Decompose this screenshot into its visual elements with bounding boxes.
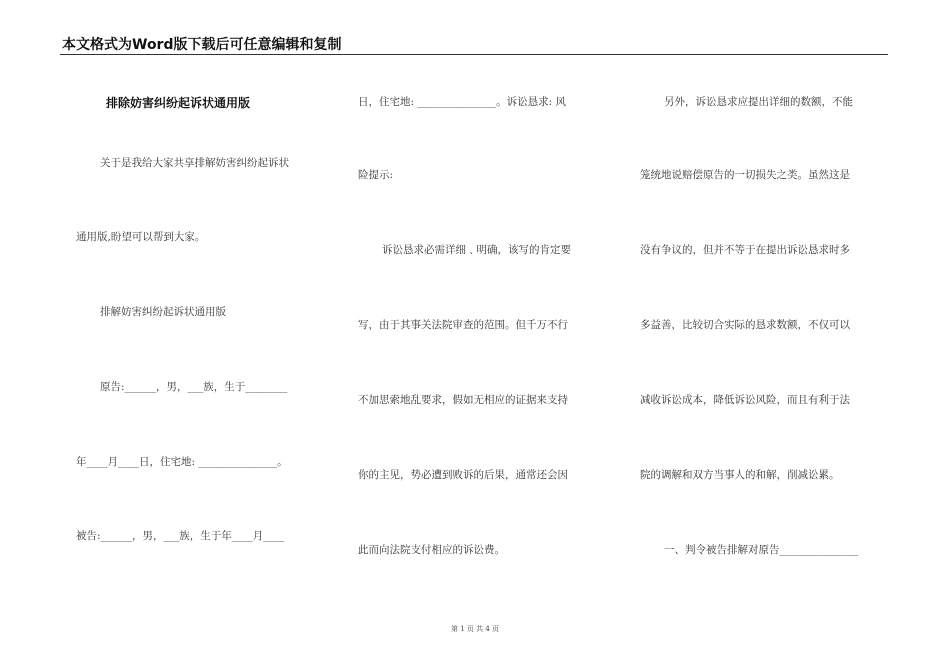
col2-line-1: 日，住宅地: _______________。诉讼恳求: 风	[358, 96, 566, 108]
document-title: 排除妨害纠纷起诉状通用版	[106, 96, 251, 110]
col2-line-5: 不加思索地乱要求，假如无相应的证据来支持	[358, 394, 568, 406]
col1-line-3: 排解妨害纠纷起诉状通用版	[100, 306, 226, 318]
col1-line-2: 通用版,盼望可以帮到大家。	[76, 231, 206, 243]
col3-line-3: 没有争议的，但并不等于在提出诉讼恳求时多	[640, 244, 850, 256]
col2-line-7: 此而向法院支付相应的诉讼费。	[358, 544, 505, 556]
col3-line-7: 一、判令被告排解对原告_______________	[664, 544, 859, 556]
col3-line-2: 笼统地说赔偿原告的一切损失之类。虽然这是	[640, 169, 850, 181]
col3-line-6: 院的调解和双方当事人的和解，削减讼累。	[640, 469, 840, 481]
page-header: 本文格式为Word版下载后可任意编辑和复制	[62, 37, 342, 53]
col1-line-5: 年____月____日，住宅地: _______________。	[76, 456, 288, 468]
col3-line-5: 减收诉讼成本，降低诉讼风险，而且有利于法	[640, 394, 850, 406]
col1-line-4: 原告:______，男，___族，生于________	[100, 381, 288, 393]
col1-line-1: 关于是我给大家共享排解妨害纠纷起诉状	[100, 157, 289, 169]
col2-line-2: 险提示:	[358, 169, 394, 181]
col2-line-6: 你的主见，势必遭到败诉的后果，通常还会因	[358, 469, 568, 481]
page-number: 第 1 页 共 4 页	[450, 625, 500, 633]
col3-line-4: 多益善，比较切合实际的恳求数额，不仅可以	[640, 319, 850, 331]
col2-line-3: 诉讼恳求必需详细﹑明确，该写的肯定要	[382, 244, 571, 256]
col3-line-1: 另外，诉讼恳求应提出详细的数额，不能	[664, 96, 853, 108]
col2-line-4: 写，由于其事关法院审查的范围。但千万不行	[358, 319, 568, 331]
header-divider	[60, 54, 888, 55]
col1-line-6: 被告:______，男，___族，生于年____月____	[76, 530, 285, 542]
